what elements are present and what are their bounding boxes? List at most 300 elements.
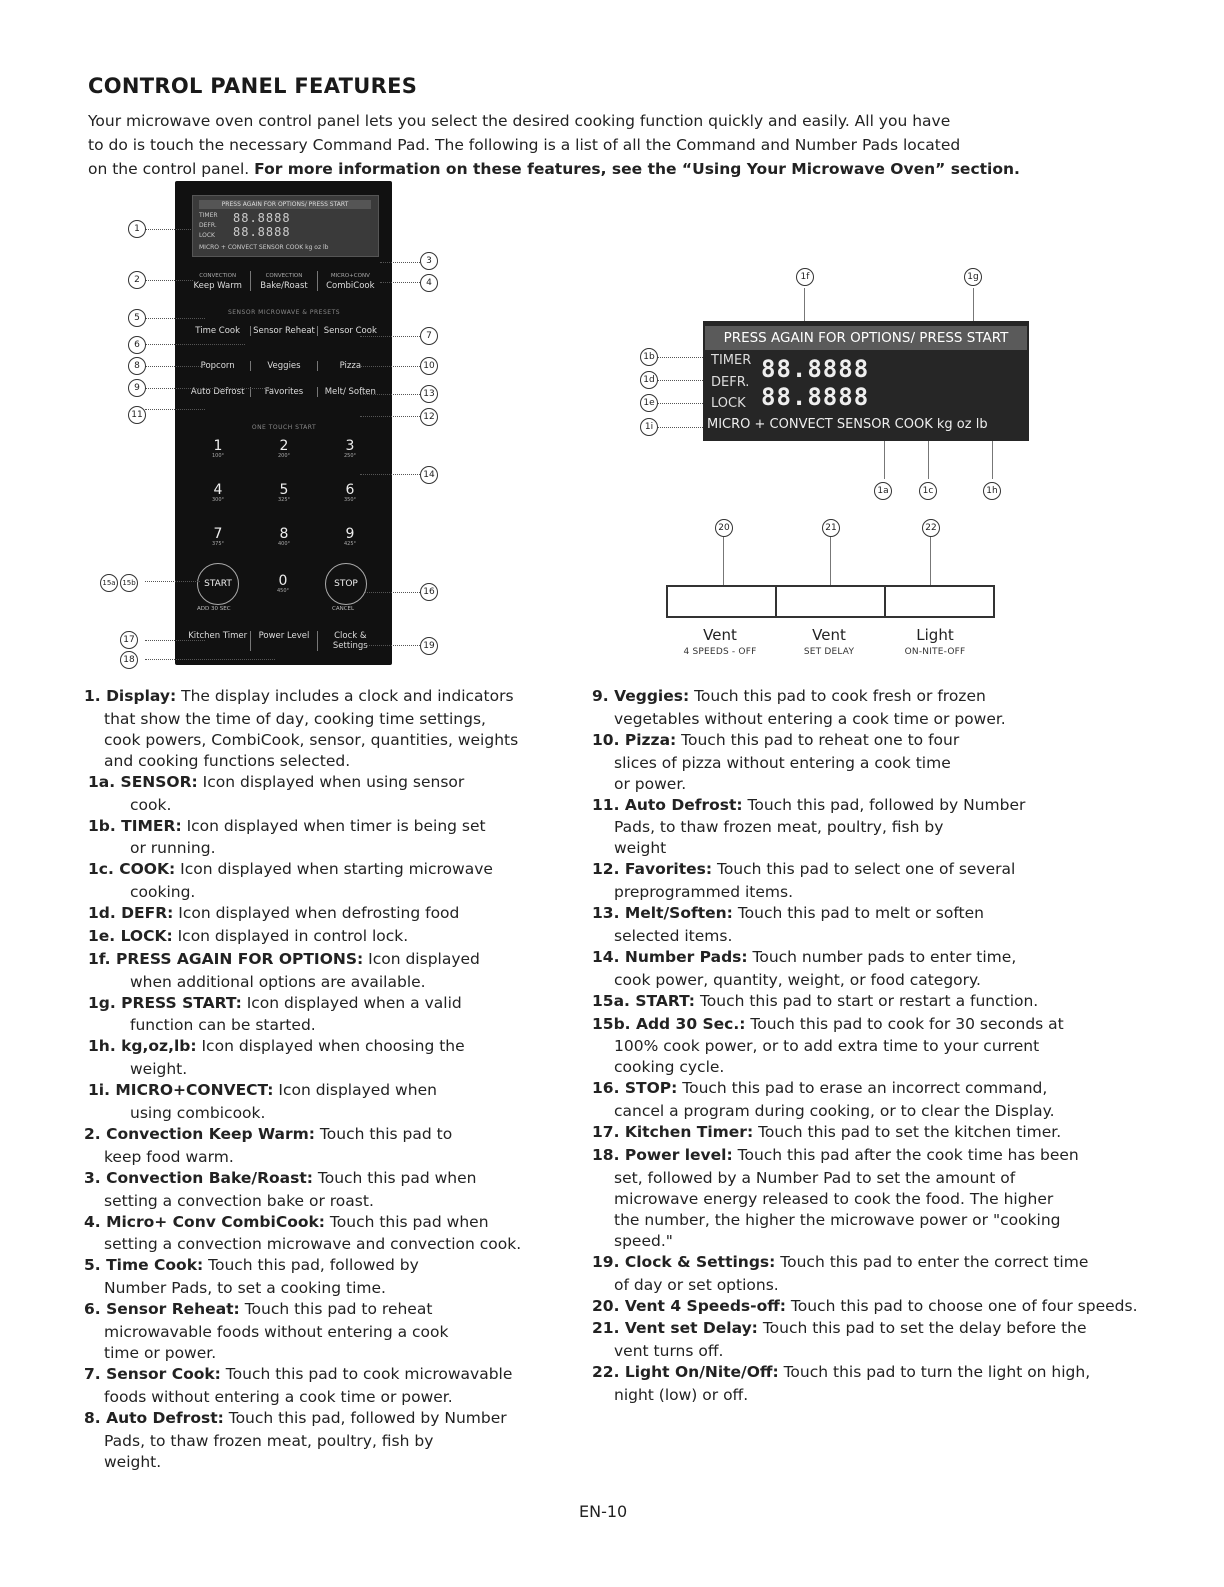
feature-item-continuation	[614, 1101, 1055, 1122]
feature-key: 19. Clock & Settings:	[592, 1252, 776, 1271]
key-temp: 100°	[211, 453, 225, 459]
feature-text: Touch this pad, followed by Number	[223, 1408, 507, 1427]
feature-item-continuation	[130, 1103, 265, 1124]
pad-caption: CONVECTION	[265, 273, 303, 279]
feature-item-continuation	[614, 926, 732, 947]
feature-item	[88, 993, 462, 1014]
feature-text: slices of pizza without entering a cook time	[614, 753, 951, 772]
pizza-button[interactable]: Pizza	[339, 361, 362, 371]
number-key-0[interactable]	[263, 574, 303, 595]
button-label: Light	[916, 626, 954, 644]
leader-line	[145, 366, 205, 367]
feature-key: 15b. Add 30 Sec.:	[592, 1014, 746, 1033]
feature-item-continuation	[104, 1431, 433, 1452]
sensor-reheat-button[interactable]: Sensor Reheat	[251, 326, 317, 336]
feature-text: setting a convection bake or roast.	[104, 1191, 374, 1210]
key-number: 0	[278, 573, 288, 589]
button-label: Vent	[703, 626, 737, 644]
feature-text: Touch this pad to erase an incorrect command,	[677, 1079, 1048, 1098]
feature-text: Touch this pad to enter the correct time	[775, 1252, 1089, 1271]
feature-text: preprogrammed items.	[614, 883, 793, 902]
key-number: 8	[279, 526, 289, 542]
callout: 1c	[919, 482, 937, 500]
callout: 2	[128, 271, 146, 289]
feature-item	[592, 859, 1015, 880]
feature-text: Icon displayed when choosing the	[196, 1037, 465, 1056]
key-number: 4	[213, 482, 223, 498]
feature-text: keep food warm.	[104, 1147, 234, 1166]
feature-item	[592, 903, 984, 924]
callout: 9	[128, 379, 146, 397]
number-key-4[interactable]	[185, 483, 251, 504]
intro-paragraph	[88, 109, 1138, 181]
feature-item-continuation	[614, 1231, 673, 1252]
feature-item	[88, 772, 464, 793]
feature-item-continuation	[104, 1278, 386, 1299]
feature-text: Touch number pads to enter time,	[747, 948, 1017, 966]
feature-key: 9. Veggies:	[592, 687, 690, 705]
feature-text: vegetables without entering a cook time or power.	[614, 709, 1006, 728]
feature-item	[84, 1364, 512, 1385]
feature-text: Touch this pad to start or restart a function.	[695, 991, 1039, 1010]
feature-text: Icon displayed when a valid	[241, 993, 462, 1012]
veggies-button[interactable]: Veggies	[251, 361, 317, 371]
feature-key: 6. Sensor Reheat:	[84, 1300, 240, 1319]
key-number: 6	[345, 482, 355, 498]
feature-item	[88, 903, 459, 924]
feature-text: vent turns off.	[614, 1342, 724, 1361]
feature-item	[88, 816, 486, 837]
key-temp: 250°	[343, 453, 357, 459]
feature-text: Pads, to thaw frozen meat, poultry, fish by	[614, 818, 944, 837]
feature-text: Touch this pad to select one of several	[712, 860, 1016, 879]
combicook-button[interactable]	[318, 271, 383, 291]
feature-key: 4. Micro+ Conv CombiCook:	[84, 1212, 325, 1231]
callout: 17	[120, 631, 138, 649]
callout: 8	[128, 357, 146, 375]
start-button[interactable]	[197, 563, 239, 605]
popcorn-button[interactable]: Popcorn	[185, 361, 251, 371]
feature-item	[84, 1255, 419, 1276]
key-temp: 375°	[211, 541, 225, 547]
feature-key: 3. Convection Bake/Roast:	[84, 1168, 313, 1187]
feature-item-continuation	[104, 1191, 374, 1212]
display-detail	[703, 321, 1029, 441]
callout: 12	[420, 408, 438, 426]
callout: 18	[120, 651, 138, 669]
feature-item-continuation	[614, 774, 686, 795]
stop-label: STOP	[334, 579, 358, 589]
feature-item-continuation	[614, 1275, 779, 1296]
feature-item-continuation	[614, 709, 1006, 730]
vent-delay-button[interactable]	[777, 587, 886, 616]
leader-line	[658, 427, 703, 428]
display-defr: DEFR.	[711, 375, 750, 390]
feature-item-continuation	[614, 1057, 724, 1078]
feature-item	[88, 949, 480, 970]
time-cook-button[interactable]: Time Cook	[185, 326, 251, 336]
feature-text: speed."	[614, 1231, 673, 1250]
feature-key: 20. Vent 4 Speeds-off:	[592, 1296, 786, 1315]
feature-item-continuation	[614, 1210, 1061, 1231]
feature-text: Touch this pad to cook fresh or frozen	[689, 687, 986, 705]
feature-key: 12. Favorites:	[592, 860, 713, 879]
feature-text: night (low) or off.	[614, 1386, 749, 1404]
feature-text: and cooking functions selected.	[104, 751, 351, 770]
feature-text: time or power.	[104, 1344, 217, 1362]
feature-item	[84, 1408, 507, 1429]
feature-item	[88, 859, 493, 880]
leader-line	[360, 394, 420, 395]
feature-key: 1c. COOK:	[88, 860, 176, 879]
intro-line	[88, 157, 1138, 181]
callout: 5	[128, 309, 146, 327]
feature-item-continuation	[130, 1015, 316, 1036]
feature-item-continuation	[130, 972, 426, 993]
leader-line	[973, 288, 974, 321]
clock-settings-button[interactable]: Clock & Settings	[332, 631, 368, 651]
feature-key: 22. Light On/Nite/Off:	[592, 1363, 779, 1382]
feature-item	[88, 926, 408, 947]
number-row	[185, 483, 383, 504]
callout: 1e	[640, 394, 658, 412]
key-temp: 400°	[277, 541, 291, 547]
feature-item	[84, 1124, 452, 1145]
pad-label: CombiCook	[326, 281, 375, 291]
feature-item	[592, 686, 986, 707]
panel-display	[192, 195, 379, 257]
number-key-8[interactable]	[251, 527, 317, 548]
feature-item-continuation	[104, 1452, 161, 1473]
kitchen-timer-button[interactable]: Kitchen Timer	[185, 631, 251, 651]
callout: 1g	[964, 268, 982, 286]
feature-item-continuation	[614, 817, 943, 838]
feature-text: function can be started.	[130, 1016, 316, 1035]
feature-item	[88, 1036, 465, 1057]
feature-key: 21. Vent set Delay:	[592, 1319, 758, 1338]
callout: 1b	[640, 348, 658, 366]
feature-text: microwave energy released to cook the food. The higher	[614, 1189, 1054, 1208]
callout: 20	[715, 519, 733, 537]
button-sub-label: SET DELAY	[803, 647, 855, 657]
feature-item-continuation	[614, 882, 793, 903]
feature-text: cook powers, CombiCook, sensor, quantities, weights	[104, 730, 519, 749]
leader-line	[145, 409, 205, 410]
feature-text: Icon displayed when	[273, 1081, 437, 1100]
leader-line	[930, 537, 931, 585]
feature-text: The display includes a clock and indicators	[176, 687, 514, 705]
feature-item	[592, 947, 1016, 968]
intro-text: on the control panel.	[88, 160, 255, 178]
button-sub-label: 4 SPEEDS - OFF	[683, 647, 757, 657]
stop-button[interactable]	[325, 563, 367, 605]
callout: 1i	[640, 418, 658, 436]
feature-text: or power.	[614, 774, 687, 793]
feature-key: 1g. PRESS START:	[88, 993, 242, 1012]
pad-label: Keep Warm	[193, 281, 242, 291]
key-temp: 325°	[277, 497, 291, 503]
feature-item	[592, 1318, 1087, 1339]
feature-key: 15a. START:	[592, 991, 696, 1010]
feature-key: 13. Melt/Soften:	[592, 904, 733, 923]
melt-soften-button[interactable]: Melt/ Soften	[324, 387, 376, 397]
favorites-button[interactable]: Favorites	[251, 387, 317, 397]
feature-text: cooking.	[130, 883, 196, 902]
vent-light-buttons	[666, 585, 995, 618]
leader-line	[360, 416, 420, 417]
callout: 14	[420, 466, 438, 484]
intro-line: to do is touch the necessary Command Pad. The following is a list of all the Command and Number Pads located	[88, 136, 961, 154]
feature-item	[592, 1362, 1090, 1383]
display-defr: DEFR.	[199, 222, 217, 229]
number-key-3[interactable]	[317, 439, 383, 460]
feature-text: Touch this pad when	[325, 1212, 489, 1231]
key-number: 5	[279, 482, 289, 498]
feature-text: Icon displayed when using sensor	[197, 772, 465, 791]
light-label	[880, 625, 990, 657]
leader-line	[145, 659, 275, 660]
leader-line	[658, 357, 703, 358]
callout: 7	[420, 327, 438, 345]
light-button[interactable]	[886, 587, 993, 616]
feature-text: of day or set options.	[614, 1275, 779, 1294]
key-temp: 425°	[343, 541, 357, 547]
display-top-text: PRESS AGAIN FOR OPTIONS/ PRESS START	[199, 200, 371, 209]
feature-text: Touch this pad to	[315, 1125, 453, 1143]
feature-text: using combicook.	[130, 1104, 266, 1122]
number-key-7[interactable]	[185, 527, 251, 548]
number-key-2[interactable]	[251, 439, 317, 460]
feature-item-continuation	[130, 882, 195, 903]
display-top-text: PRESS AGAIN FOR OPTIONS/ PRESS START	[705, 326, 1027, 350]
feature-item	[592, 1014, 1064, 1035]
feature-key: 18. Power level:	[592, 1146, 733, 1164]
keep-warm-button[interactable]	[185, 271, 251, 291]
power-level-button[interactable]: Power Level	[251, 631, 317, 651]
sensor-heading: SENSOR MICROWAVE & PRESETS	[227, 309, 341, 316]
feature-text: cancel a program during cooking, or to clear the Display.	[614, 1102, 1055, 1121]
key-number: 2	[279, 438, 289, 454]
callout: 22	[922, 519, 940, 537]
feature-item-continuation	[130, 795, 171, 816]
feature-item	[592, 1122, 1061, 1143]
leader-line	[360, 474, 420, 475]
leader-line	[365, 645, 420, 646]
feature-key: 1f. PRESS AGAIN FOR OPTIONS:	[88, 949, 364, 968]
control-panel	[175, 181, 392, 665]
display-digits: 88.8888	[761, 383, 870, 411]
feature-key: 1e. LOCK:	[88, 927, 173, 945]
callout: 6	[128, 336, 146, 354]
page-number: EN-10	[579, 1502, 628, 1521]
feature-key: 8. Auto Defrost:	[84, 1408, 224, 1427]
number-key-9[interactable]	[317, 527, 383, 548]
feature-item-continuation	[614, 970, 981, 991]
feature-text: Touch this pad, followed by	[203, 1256, 419, 1275]
add-30-sec-label: ADD 30 SEC	[197, 606, 231, 612]
feature-key: 17. Kitchen Timer:	[592, 1123, 754, 1142]
bottom-row	[185, 631, 383, 651]
display-digits: 88.8888	[761, 355, 870, 383]
number-key-6[interactable]	[317, 483, 383, 504]
vent-speed-label	[665, 625, 775, 657]
intro-bold-text: For more information on these features, see the “Using Your Microwave Oven” section.	[254, 160, 1020, 178]
leader-line	[145, 640, 205, 641]
leader-line	[145, 581, 200, 582]
feature-key: 1b. TIMER:	[88, 816, 182, 835]
feature-item-continuation	[104, 1343, 216, 1364]
feature-item-continuation	[614, 1036, 1039, 1057]
feature-text: microwavable foods without entering a cook	[104, 1323, 449, 1341]
callout: 1a	[874, 482, 892, 500]
feature-item-continuation	[614, 753, 951, 774]
feature-item	[592, 1252, 1088, 1273]
feature-text: Number Pads, to set a cooking time.	[104, 1279, 386, 1298]
feature-text: Touch this pad to turn the light on high,	[778, 1363, 1091, 1382]
leader-line	[145, 318, 205, 319]
leader-line	[380, 282, 420, 283]
start-label: START	[204, 579, 232, 589]
feature-text: weight	[614, 839, 667, 858]
feature-item-continuation	[104, 1322, 449, 1343]
callout: 1	[128, 220, 146, 238]
sensor-cook-button[interactable]: Sensor Cook	[323, 326, 377, 336]
feature-text: Touch this pad to set the kitchen timer.	[753, 1123, 1062, 1142]
feature-item	[592, 795, 1025, 816]
auto-defrost-button[interactable]: Auto Defrost	[185, 387, 251, 397]
feature-item-continuation	[104, 1234, 521, 1255]
feature-item-continuation	[104, 730, 518, 751]
number-key-5[interactable]	[251, 483, 317, 504]
key-number: 1	[213, 438, 223, 454]
feature-text: when additional options are available.	[130, 972, 426, 991]
callout: 13	[420, 385, 438, 403]
feature-item	[592, 1145, 1079, 1166]
pad-label: Bake/Roast	[260, 281, 308, 291]
section-title: CONTROL PANEL FEATURES	[88, 74, 418, 98]
feature-text: weight.	[104, 1452, 162, 1471]
feature-text: Touch this pad when	[312, 1168, 477, 1187]
feature-item-continuation	[104, 1147, 234, 1168]
callout: 1d	[640, 371, 658, 389]
leader-line	[360, 336, 420, 337]
feature-item	[84, 1212, 489, 1233]
feature-text: or running.	[130, 839, 216, 858]
feature-text: foods without entering a cook time or power.	[104, 1387, 453, 1406]
callout: 3	[420, 252, 438, 270]
key-temp: 450°	[276, 588, 290, 594]
feature-key: 14. Number Pads:	[592, 948, 748, 966]
feature-item	[592, 730, 959, 751]
callout: 11	[128, 406, 146, 424]
leader-line	[804, 288, 805, 321]
callout: 1f	[796, 268, 814, 286]
cancel-label: CANCEL	[332, 606, 355, 612]
number-row	[185, 527, 383, 548]
leader-line	[992, 441, 993, 479]
callout: 21	[822, 519, 840, 537]
feature-text: Icon displayed when defrosting food	[173, 904, 460, 923]
display-digits: 88.8888	[233, 212, 291, 225]
feature-text: Touch this pad to reheat	[239, 1300, 433, 1319]
feature-item	[88, 1080, 437, 1101]
intro-line: Your microwave oven control panel lets you select the desired cooking function quickly and easily. All you have	[88, 112, 951, 130]
feature-text: Touch this pad to cook for 30 seconds at	[745, 1014, 1064, 1033]
feature-item-continuation	[104, 751, 350, 772]
vent-delay-label	[774, 625, 884, 657]
feature-item	[592, 1078, 1047, 1099]
button-label: Vent	[812, 626, 846, 644]
display-bottom-text: MICRO + CONVECT SENSOR COOK kg oz lb	[707, 417, 988, 432]
leader-line	[145, 229, 193, 230]
feature-key: 10. Pizza:	[592, 730, 677, 749]
feature-text: the number, the higher the microwave power or "cooking	[614, 1210, 1061, 1229]
display-bottom-text: MICRO + CONVECT SENSOR COOK kg oz lb	[199, 244, 329, 251]
leader-line	[830, 537, 831, 585]
leader-line	[928, 441, 929, 479]
feature-text: Touch this pad to reheat one to four	[676, 730, 960, 749]
key-temp: 350°	[343, 497, 357, 503]
feature-item	[592, 1296, 1138, 1317]
feature-text: cook power, quantity, weight, or food category.	[614, 970, 981, 989]
vent-speed-button[interactable]	[668, 587, 777, 616]
feature-text: Pads, to thaw frozen meat, poultry, fish by	[104, 1431, 434, 1450]
leader-line	[145, 344, 245, 345]
leader-line	[380, 262, 420, 263]
feature-text: Icon displayed in control lock.	[172, 927, 409, 945]
key-number: 9	[345, 526, 355, 542]
leader-line	[145, 280, 193, 281]
display-timer: TIMER	[711, 353, 752, 368]
leader-line	[145, 388, 275, 389]
callout: 4	[420, 274, 438, 292]
leader-line	[658, 380, 703, 381]
feature-key: 11. Auto Defrost:	[592, 795, 743, 814]
callout: 10	[420, 357, 438, 375]
display-digits: 88.8888	[233, 226, 291, 239]
callout: 15a	[100, 574, 118, 592]
feature-item-continuation	[104, 709, 486, 730]
sensor-row	[185, 326, 383, 336]
feature-key: 7. Sensor Cook:	[84, 1365, 221, 1383]
feature-text: Touch this pad to set the delay before the	[757, 1319, 1087, 1338]
feature-item	[84, 1168, 476, 1189]
feature-key: 2. Convection Keep Warm:	[84, 1125, 315, 1143]
feature-text: cooking cycle.	[614, 1058, 725, 1077]
key-number: 7	[213, 526, 223, 542]
number-row	[185, 439, 383, 460]
callout: 1h	[983, 482, 1001, 500]
feature-text: cook.	[130, 795, 172, 814]
feature-text: Touch this pad to cook microwavable	[220, 1365, 513, 1383]
feature-item-continuation	[614, 1189, 1053, 1210]
feature-item	[84, 686, 514, 707]
leader-line	[884, 441, 885, 479]
callout: 19	[420, 637, 438, 655]
feature-item	[592, 991, 1038, 1012]
number-key-1[interactable]	[185, 439, 251, 460]
feature-key: 1. Display:	[84, 687, 177, 705]
feature-key: 1i. MICRO+CONVECT:	[88, 1081, 274, 1100]
bake-roast-button[interactable]	[251, 271, 317, 291]
display-lock: LOCK	[711, 396, 746, 411]
leader-line	[658, 403, 703, 404]
leader-line	[723, 537, 724, 585]
feature-text: Icon displayed when timer is being set	[181, 816, 486, 835]
feature-key: 16. STOP:	[592, 1079, 678, 1098]
feature-text: Touch this pad to choose one of four speeds.	[785, 1296, 1138, 1315]
feature-item-continuation	[614, 1168, 1015, 1189]
